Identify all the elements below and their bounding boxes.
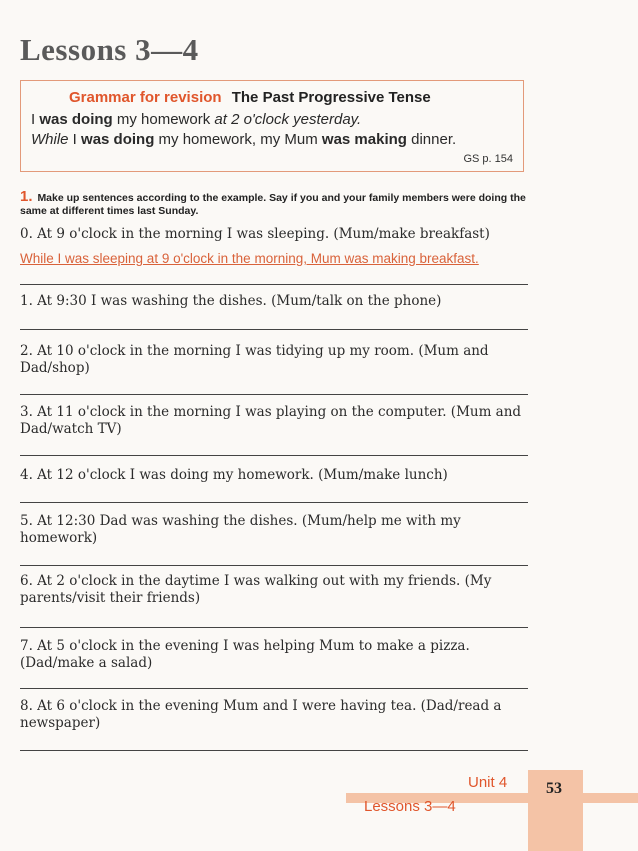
page-title: Lessons 3—4	[20, 32, 199, 67]
instruction-text: Make up sentences according to the example. Say if you and your family members were doing the same at different times last Sunday.	[20, 192, 526, 217]
footer-unit: Unit 4	[468, 774, 508, 791]
example-answer: While I was sleeping at 9 o'clock in the morning, Mum was making breakfast.	[20, 251, 479, 266]
answer-line[interactable]	[20, 688, 528, 689]
exercise-item-4: 4. At 12 o'clock I was doing my homework. (Mum/make lunch)	[20, 467, 448, 483]
answer-line	[20, 284, 528, 285]
answer-line[interactable]	[20, 502, 528, 503]
answer-line[interactable]	[20, 394, 528, 395]
exercise-number: 1.	[20, 188, 33, 205]
answer-line[interactable]	[20, 750, 528, 751]
grammar-box	[20, 80, 524, 172]
exercise-item-1: 1. At 9:30 I was washing the dishes. (Mum/talk on the phone)	[20, 293, 442, 309]
exercise-item-2: 2. At 10 o'clock in the morning I was tidying up my room. (Mum and Dad/shop)	[20, 343, 489, 376]
exercise-item-3: 3. At 11 o'clock in the morning I was playing on the computer. (Mum and Dad/watch TV)	[20, 404, 522, 437]
answer-line[interactable]	[20, 627, 528, 628]
grammar-example-2: While I was doing my homework, my Mum was making dinner.	[31, 131, 457, 148]
footer-lessons: Lessons 3—4	[364, 798, 456, 815]
grammar-label: Grammar for revision	[69, 89, 222, 106]
exercise-item-5: 5. At 12:30 Dad was washing the dishes. (Mum/help me with my homework)	[20, 513, 461, 546]
answer-line[interactable]	[20, 455, 528, 456]
exercise-item-8: 8. At 6 o'clock in the evening Mum and I were having tea. (Dad/read a newspaper)	[20, 698, 502, 731]
answer-line[interactable]	[20, 565, 528, 566]
grammar-reference: GS p. 154	[463, 153, 513, 165]
exercise-instruction	[20, 190, 528, 218]
answer-line[interactable]	[20, 329, 528, 330]
grammar-title: The Past Progressive Tense	[231, 89, 431, 106]
example-item: 0. At 9 o'clock in the morning I was sleeping. (Mum/make breakfast)	[20, 226, 490, 242]
grammar-heading	[69, 89, 431, 106]
exercise-item-7: 7. At 5 o'clock in the evening I was helping Mum to make a pizza. (Dad/make a salad)	[20, 638, 470, 671]
grammar-example-1: I was doing my homework at 2 o'clock yesterday.	[31, 111, 362, 128]
page-number: 53	[546, 780, 562, 797]
exercise-item-6: 6. At 2 o'clock in the daytime I was walking out with my friends. (My parents/visit their friends)	[20, 573, 492, 606]
